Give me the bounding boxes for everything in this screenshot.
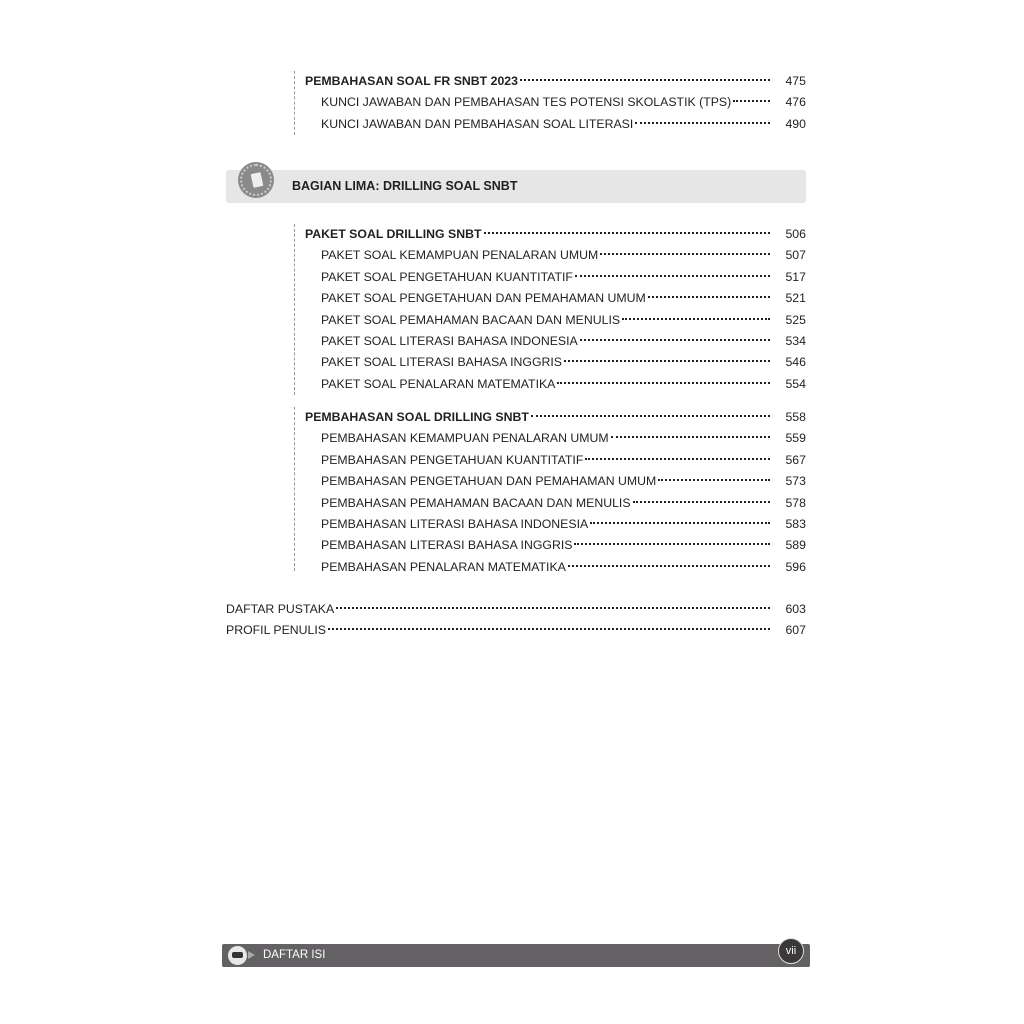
toc-entry-title: PEMBAHASAN KEMAMPUAN PENALARAN UMUM: [321, 431, 609, 446]
toc-entry-page: 558: [785, 410, 806, 424]
toc-entry[interactable]: [295, 114, 806, 135]
toc-entry-page: 507: [785, 248, 806, 263]
toc-entry[interactable]: [295, 310, 806, 331]
toc-entry[interactable]: [295, 471, 806, 492]
toc-entry[interactable]: [295, 407, 806, 428]
section-header: [226, 170, 806, 203]
toc-group-back-matter: [226, 599, 806, 642]
toc-entry[interactable]: [295, 514, 806, 535]
dot-leader: [328, 628, 770, 630]
dot-leader: [557, 382, 770, 384]
toc-entry-title: DAFTAR PUSTAKA: [226, 602, 335, 616]
dot-leader: [622, 318, 770, 320]
toc-entry[interactable]: [295, 224, 806, 245]
dot-leader: [611, 436, 770, 438]
toc-entry-page: 517: [785, 269, 806, 284]
toc-entry[interactable]: [226, 599, 806, 620]
toc-entry-title: PEMBAHASAN LITERASI BAHASA INDONESIA: [321, 516, 589, 531]
toc-entry-title: PEMBAHASAN PEMAHAMAN BACAAN DAN MENULIS: [321, 495, 631, 510]
dot-leader: [580, 339, 770, 341]
toc-entry-page: 578: [785, 495, 806, 510]
dot-leader: [585, 458, 770, 460]
dot-leader: [520, 79, 770, 81]
toc-entry-title: PAKET SOAL PENALARAN MATEMATIKA: [321, 376, 556, 391]
toc-entry[interactable]: [295, 450, 806, 471]
toc-entry-page: 521: [785, 291, 806, 306]
toc-entry[interactable]: [295, 428, 806, 449]
dot-leader: [633, 501, 770, 503]
toc-entry-title: PAKET SOAL PEMAHAMAN BACAAN DAN MENULIS: [321, 312, 621, 327]
toc-entry-page: 559: [785, 431, 806, 446]
dot-leader: [635, 122, 770, 124]
toc-entry[interactable]: [295, 535, 806, 556]
toc-entry-title: PAKET SOAL KEMAMPUAN PENALARAN UMUM: [321, 248, 599, 263]
toc-entry-page: 525: [785, 312, 806, 327]
book-badge-icon: [240, 164, 272, 196]
dot-leader: [574, 543, 770, 545]
toc-entry-page: 546: [785, 355, 806, 370]
toc-entry-page: 506: [785, 227, 806, 241]
toc-entry-page: 603: [785, 602, 806, 616]
toc-group-pembahasan: [294, 407, 806, 574]
toc-entry[interactable]: [295, 71, 806, 92]
toc-entry-page: 607: [785, 623, 806, 638]
toc-entry-page: 475: [785, 74, 806, 88]
graduation-cap-icon: [228, 946, 247, 965]
toc-entry-title: PAKET SOAL DRILLING SNBT: [305, 227, 482, 241]
toc-entry-title: PEMBAHASAN PENGETAHUAN DAN PEMAHAMAN UMUM: [321, 474, 657, 489]
dot-leader: [590, 522, 770, 524]
toc-entry-title: PEMBAHASAN LITERASI BAHASA INGGRIS: [321, 538, 573, 553]
toc-entry-title: PAKET SOAL LITERASI BAHASA INGGRIS: [321, 355, 563, 370]
toc-entry-title: KUNCI JAWABAN DAN PEMBAHASAN SOAL LITERASI: [321, 116, 634, 131]
toc-entry-page: 573: [785, 474, 806, 489]
toc-entry-title: PEMBAHASAN PENGETAHUAN KUANTITATIF: [321, 452, 584, 467]
toc-entry-page: 554: [785, 376, 806, 391]
dot-leader: [336, 607, 770, 609]
dot-leader: [531, 415, 770, 417]
toc-entry-title: PAKET SOAL LITERASI BAHASA INDONESIA: [321, 333, 578, 348]
toc-entry-page: 490: [785, 116, 806, 131]
dot-leader: [484, 232, 771, 234]
toc-entry[interactable]: [295, 267, 806, 288]
toc-entry-title: KUNCI JAWABAN DAN PEMBAHASAN TES POTENSI SKOLASTIK (TPS): [321, 95, 732, 110]
dot-leader: [658, 479, 770, 481]
toc-entry[interactable]: [295, 245, 806, 266]
toc-group-fr-snbt: [294, 71, 806, 135]
page-number: vii: [778, 938, 804, 964]
toc-entry[interactable]: [295, 374, 806, 395]
toc-entry[interactable]: [226, 620, 806, 641]
toc-entry-page: 596: [785, 559, 806, 574]
toc-entry[interactable]: [295, 493, 806, 514]
arrow-icon: [248, 951, 255, 959]
dot-leader: [648, 296, 770, 298]
toc-entry[interactable]: [295, 288, 806, 309]
toc-entry-title: PEMBAHASAN PENALARAN MATEMATIKA: [321, 559, 566, 574]
toc-entry-page: 534: [785, 333, 806, 348]
dot-leader: [564, 360, 770, 362]
toc-group-paket-soal: [294, 224, 806, 395]
toc-entry-page: 589: [785, 538, 806, 553]
toc-entry-title: PEMBAHASAN SOAL FR SNBT 2023: [305, 74, 518, 88]
toc-entry-title: PROFIL PENULIS: [226, 623, 326, 638]
page-footer: [222, 944, 810, 967]
toc-entry-title: PEMBAHASAN SOAL DRILLING SNBT: [305, 410, 529, 424]
toc-entry-title: PAKET SOAL PENGETAHUAN KUANTITATIF: [321, 269, 573, 284]
dot-leader: [733, 100, 770, 102]
dot-leader: [600, 253, 770, 255]
toc-entry[interactable]: [295, 557, 806, 578]
toc-entry[interactable]: [295, 331, 806, 352]
toc-entry-page: 567: [785, 452, 806, 467]
toc-entry[interactable]: [295, 352, 806, 373]
toc-entry-title: PAKET SOAL PENGETAHUAN DAN PEMAHAMAN UMUM: [321, 291, 646, 306]
dot-leader: [568, 565, 770, 567]
toc-entry[interactable]: [295, 92, 806, 113]
dot-leader: [575, 275, 770, 277]
toc-entry-page: 476: [785, 95, 806, 110]
toc-entry-page: 583: [785, 516, 806, 531]
section-title: BAGIAN LIMA: DRILLING SOAL SNBT: [292, 179, 518, 193]
footer-label: DAFTAR ISI: [263, 949, 326, 961]
